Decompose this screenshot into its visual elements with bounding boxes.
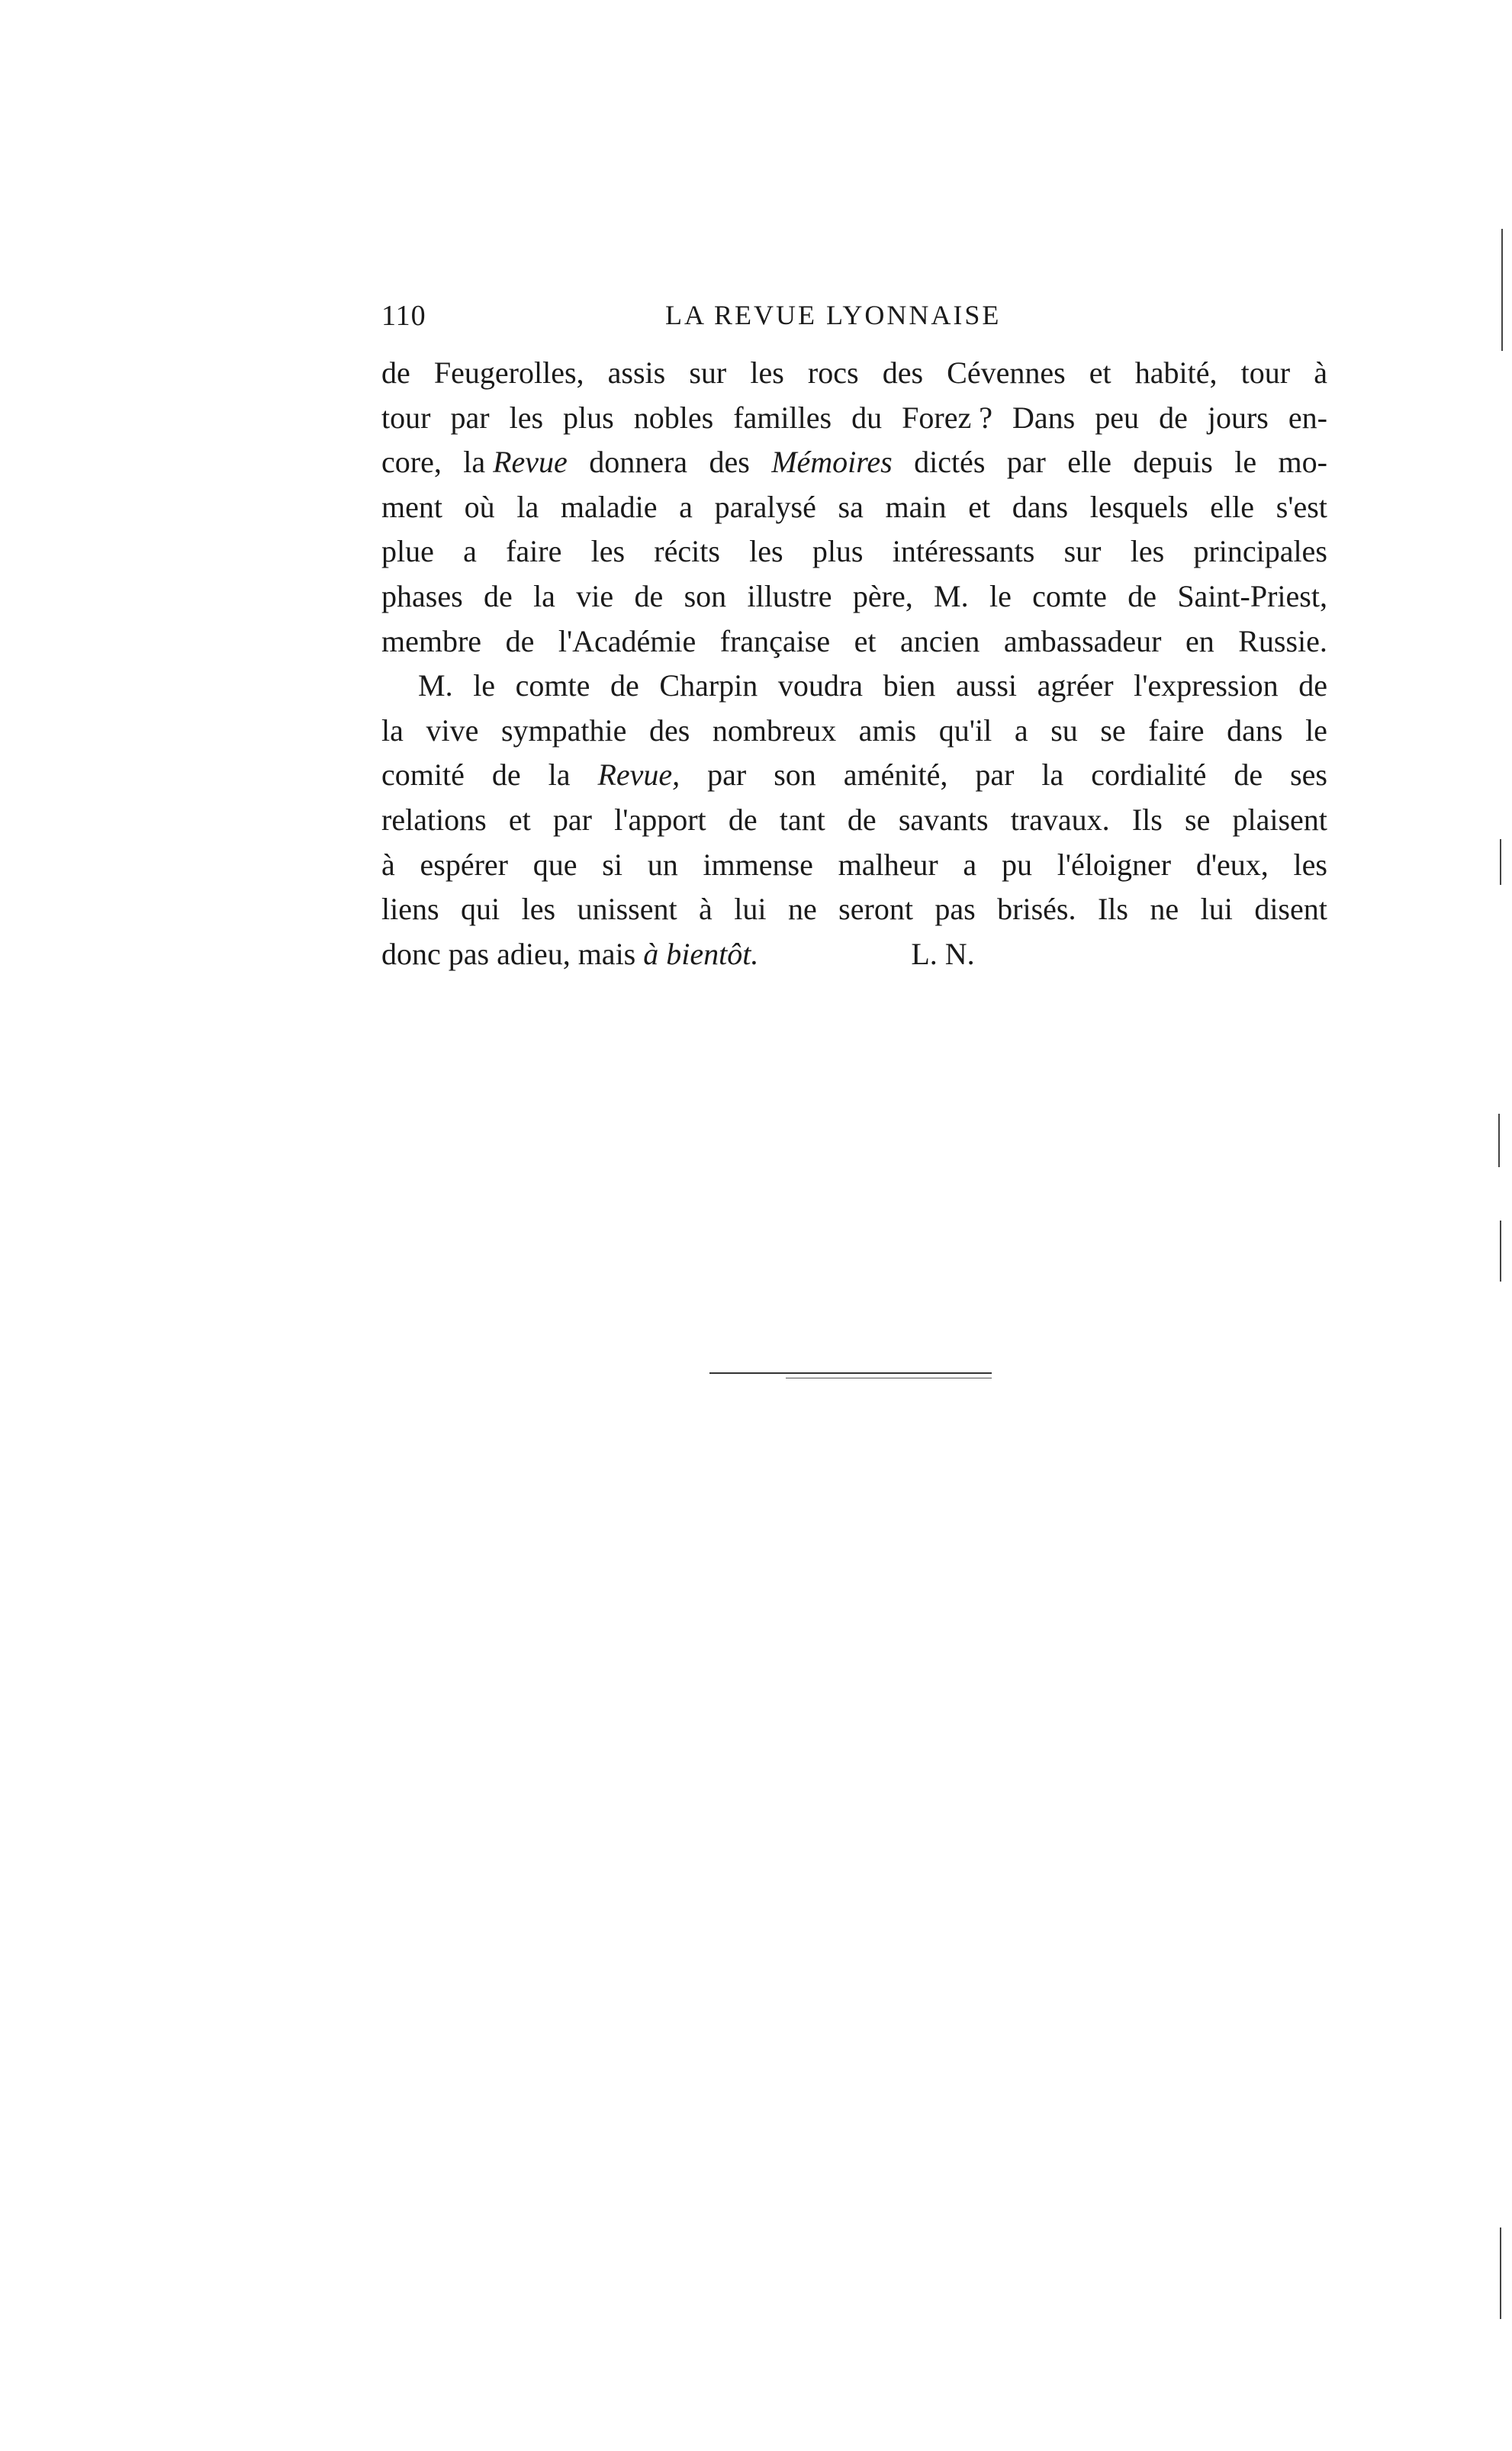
word: Forez ? (902, 400, 992, 435)
word: où (464, 489, 495, 524)
word: de (491, 757, 521, 793)
word: elle (1067, 445, 1112, 480)
word: la Revue (463, 445, 568, 480)
word: mo- (1278, 445, 1327, 480)
word: comte (515, 668, 590, 703)
word: agréer (1037, 668, 1114, 703)
word: Charpin (659, 668, 758, 703)
word: Saint-Priest, (1177, 578, 1327, 613)
word: Russie. (1238, 623, 1327, 658)
word: Revue, (597, 757, 680, 793)
word: sur (689, 355, 727, 390)
text-line (381, 351, 1327, 396)
word: de (1234, 757, 1263, 793)
closing-phrase: donc pas adieu, mais (381, 936, 636, 971)
word: à (381, 847, 395, 882)
word: plus (563, 400, 614, 435)
word: ancien (900, 623, 980, 658)
word: son (684, 578, 727, 613)
margin-mark (1501, 229, 1503, 351)
word: des (648, 712, 690, 748)
word: en- (1288, 400, 1327, 435)
body-text (381, 351, 1327, 976)
word: plue (381, 534, 434, 569)
word: amis (858, 712, 917, 748)
word: Ils (1097, 892, 1128, 927)
word: sur (1063, 534, 1102, 569)
word: française (719, 623, 831, 658)
word: Mémoires (771, 445, 893, 480)
word: du (851, 400, 883, 435)
word: se (1100, 712, 1126, 748)
word: de (634, 578, 664, 613)
word: dans (1012, 489, 1069, 524)
word: les (509, 400, 544, 435)
word: nobles (633, 400, 714, 435)
word: qu'il (938, 712, 992, 748)
word: de (728, 802, 758, 837)
text-line-last (381, 932, 1327, 977)
word: dans (1227, 712, 1283, 748)
word: Ils (1131, 802, 1163, 837)
word: habité, (1134, 355, 1218, 390)
word: dictés (914, 445, 986, 480)
signature: L. N. (911, 936, 975, 971)
word: si (602, 847, 622, 882)
margin-mark (1500, 2227, 1501, 2319)
word: savants (898, 802, 989, 837)
word: la (516, 489, 539, 524)
word: ne (1150, 892, 1179, 927)
word: Cévennes (947, 355, 1066, 390)
word: lui (734, 892, 767, 927)
word: immense (703, 847, 813, 882)
word: a (679, 489, 693, 524)
word: plaisent (1232, 802, 1327, 837)
word: en (1185, 623, 1214, 658)
word: vive (426, 712, 479, 748)
page-number: 110 (381, 300, 426, 332)
word: jours (1207, 400, 1269, 435)
word: les (1130, 534, 1165, 569)
word: membre (381, 623, 482, 658)
word: M. (934, 578, 969, 613)
word: à (699, 892, 713, 927)
word: assis (607, 355, 666, 390)
word: plus (812, 534, 864, 569)
word: elle (1210, 489, 1255, 524)
closing-italic: à bientôt. (643, 936, 759, 971)
word: voudra (777, 668, 863, 703)
text-line (381, 485, 1327, 530)
word: donnera (589, 445, 688, 480)
word: des (882, 355, 924, 390)
word: pas (935, 892, 976, 927)
word: sympathie (500, 712, 627, 748)
word: maladie (560, 489, 658, 524)
word: le (989, 578, 1012, 613)
word: ses (1290, 757, 1327, 793)
word: tour (1240, 355, 1291, 390)
word: paralysé (714, 489, 816, 524)
word: qui (461, 892, 500, 927)
margin-mark (1498, 1114, 1500, 1167)
word: vie (576, 578, 614, 613)
word: disent (1254, 892, 1327, 927)
text-line (381, 574, 1327, 619)
word: cordialité (1091, 757, 1207, 793)
word: main (885, 489, 947, 524)
word: de (1159, 400, 1188, 435)
text-lines (381, 351, 1327, 932)
word: phases (381, 578, 463, 613)
word: illustre (747, 578, 832, 613)
word: su (1050, 712, 1078, 748)
text-line (381, 619, 1327, 664)
word: tour (381, 400, 431, 435)
word: bien (883, 668, 936, 703)
word: s'est (1276, 489, 1327, 524)
word: l'apport (614, 802, 706, 837)
word: familles (733, 400, 832, 435)
word: Dans (1012, 400, 1076, 435)
word: et (854, 623, 877, 658)
word: de (505, 623, 535, 658)
word: de (483, 578, 513, 613)
word: le (1305, 712, 1327, 748)
word: M. (418, 668, 453, 703)
word: sa (838, 489, 864, 524)
word: par (450, 400, 490, 435)
word: les (1293, 847, 1327, 882)
word: ambassadeur (1003, 623, 1162, 658)
word: nombreux (712, 712, 837, 748)
word: lui (1200, 892, 1233, 927)
word: d'eux, (1195, 847, 1269, 882)
word: lesquels (1089, 489, 1189, 524)
word: les (590, 534, 626, 569)
word: relations (381, 802, 487, 837)
word: père, (852, 578, 913, 613)
word: se (1185, 802, 1211, 837)
page-header (381, 299, 1327, 345)
word: a (1014, 712, 1028, 748)
word: le (473, 668, 496, 703)
word: a (963, 847, 977, 882)
word: tant (779, 802, 825, 837)
word: seront (838, 892, 913, 927)
word: unissent (577, 892, 677, 927)
word: de (847, 802, 877, 837)
word: de (610, 668, 639, 703)
word: aussi (956, 668, 1018, 703)
word: des (709, 445, 750, 480)
closing-text (381, 932, 758, 977)
word: faire (1148, 712, 1205, 748)
word: intéressants (892, 534, 1035, 569)
word: et (508, 802, 531, 837)
text-line (381, 753, 1327, 798)
word: la (1041, 757, 1064, 793)
text-line (381, 664, 1327, 709)
word: l'expression (1134, 668, 1279, 703)
word: ne (787, 892, 817, 927)
margin-mark (1500, 839, 1501, 885)
word: récits (654, 534, 720, 569)
word: par (1006, 445, 1046, 480)
word: les (521, 892, 556, 927)
word: comité (381, 757, 465, 793)
word: et (968, 489, 991, 524)
word: l'éloigner (1057, 847, 1172, 882)
word: les (749, 534, 783, 569)
text-line (381, 887, 1327, 932)
word: par (707, 757, 747, 793)
word: la (548, 757, 571, 793)
text-line (381, 529, 1327, 574)
word: pu (1001, 847, 1032, 882)
word: par (975, 757, 1015, 793)
word: depuis (1133, 445, 1213, 480)
word: ment (381, 489, 442, 524)
word: de (1298, 668, 1327, 703)
word: la (381, 712, 404, 748)
word: que (532, 847, 577, 882)
text-line (381, 843, 1327, 888)
running-title: LA REVUE LYONNAISE (665, 300, 1002, 330)
word: à (1314, 355, 1327, 390)
word: rocs (807, 355, 859, 390)
word: travaux. (1010, 802, 1110, 837)
word: l'Académie (558, 623, 696, 658)
word: brisés. (997, 892, 1076, 927)
word: malheur (838, 847, 938, 882)
word: liens (381, 892, 439, 927)
word: par (552, 802, 592, 837)
word: faire (506, 534, 562, 569)
word: espérer (420, 847, 508, 882)
word: aménité, (843, 757, 948, 793)
word: principales (1193, 534, 1327, 569)
word: a (463, 534, 477, 569)
word: core, (381, 445, 442, 480)
word: et (1089, 355, 1111, 390)
word: de (381, 355, 410, 390)
word: la (533, 578, 555, 613)
margin-mark (1500, 1221, 1501, 1282)
text-line (381, 396, 1327, 441)
text-line (381, 709, 1327, 754)
word: de (1128, 578, 1157, 613)
word: un (647, 847, 678, 882)
word: son (774, 757, 816, 793)
text-line (381, 798, 1327, 843)
word: Feugerolles, (433, 355, 584, 390)
word: le (1234, 445, 1257, 480)
text-line (381, 440, 1327, 485)
section-rule (709, 1372, 992, 1374)
word: les (750, 355, 784, 390)
word: peu (1095, 400, 1140, 435)
word: comte (1032, 578, 1107, 613)
